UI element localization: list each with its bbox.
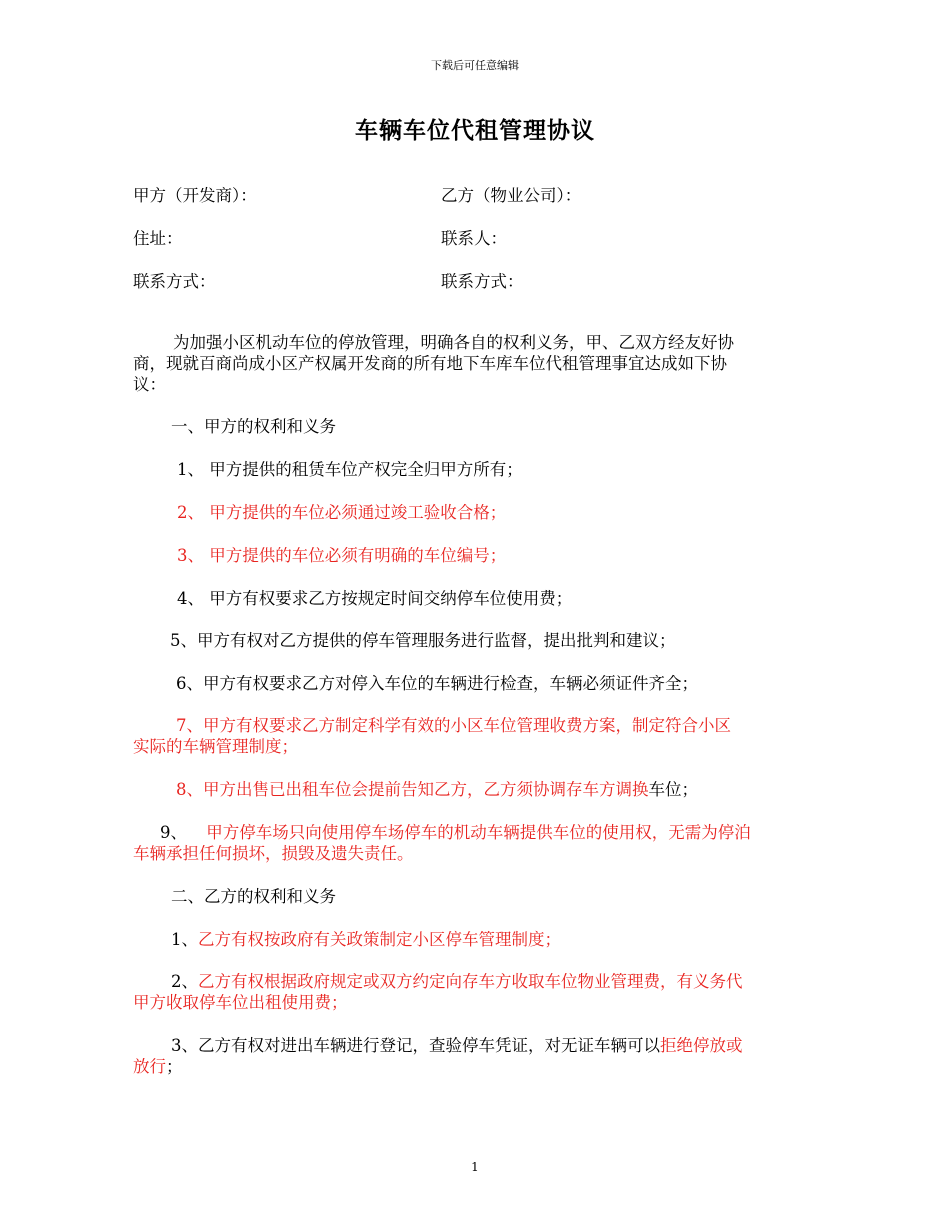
section2-item-2 xyxy=(133,971,817,1013)
section1-item-4: 4、 甲方有权要求乙方按规定时间交纳停车位使用费； xyxy=(177,589,573,608)
section1-heading: 一、甲方的权利和义务 xyxy=(171,417,336,436)
intro-line: 商，现就百商尚成小区产权属开发商的所有地下车库车位代租管理事宜达成如下协 xyxy=(133,354,727,373)
item-text: 3、乙方有权对进出车辆进行登记，查验停车凭证，对无证车辆可以 xyxy=(171,1036,660,1055)
contact-person-label: 联系人： xyxy=(441,229,507,248)
intro-line: 议： xyxy=(133,375,166,394)
item-text-red: 甲方停车场只向使用停车场停车的机动车辆提供车位的使用权，无需为停泊 xyxy=(206,823,751,842)
party-a-contact-label: 联系方式： xyxy=(133,272,216,291)
item-text-red: 放行 xyxy=(133,1057,166,1076)
section1-item-8 xyxy=(133,779,860,800)
item-number: 2、 xyxy=(171,972,198,991)
item-line: 车辆承担任何损坏，损毁及遗失责任。 xyxy=(133,844,414,863)
party-b-contact-label: 联系方式： xyxy=(441,272,524,291)
document-title: 车辆车位代租管理协议 xyxy=(355,117,595,144)
item-text-red: 乙方有权按政府有关政策制定小区停车管理制度； xyxy=(198,930,561,949)
intro-line: 为加强小区机动车位的停放管理，明确各自的权利义务，甲、乙双方经友好协 xyxy=(173,333,734,352)
item-text: 车位； xyxy=(648,780,698,799)
section1-item-2: 2、 甲方提供的车位必须通过竣工验收合格； xyxy=(177,503,507,522)
section2-item-3 xyxy=(133,1035,817,1077)
section1-item-3: 3、 甲方提供的车位必须有明确的车位编号； xyxy=(177,546,507,565)
party-b-label: 乙方（物业公司）： xyxy=(441,186,582,205)
item-number: 1、 xyxy=(171,930,198,949)
section1-item-1: 1、 甲方提供的租赁车位产权完全归甲方所有； xyxy=(177,460,523,479)
item-text: ； xyxy=(166,1057,183,1076)
item-line: 实际的车辆管理制度； xyxy=(133,737,298,756)
section1-item-6: 6、甲方有权要求乙方对停入车位的车辆进行检查，车辆必须证件齐全； xyxy=(176,674,698,693)
item-text-red: 8、甲方出售已出租车位会提前告知乙方，乙方须协调存车方调换 xyxy=(176,780,649,799)
item-text-red: 拒绝停放或 xyxy=(660,1036,743,1055)
page-number: 1 xyxy=(471,1160,479,1174)
intro-paragraph xyxy=(133,332,817,395)
section1-item-5: 5、甲方有权对乙方提供的停车管理服务进行监督，提出批判和建议； xyxy=(170,631,676,650)
section1-item-7 xyxy=(133,715,817,757)
item-line: 7、甲方有权要求乙方制定科学有效的小区车位管理收费方案，制定符合小区 xyxy=(176,716,731,735)
item-number: 9、 xyxy=(160,823,187,842)
section2-heading: 二、乙方的权利和义务 xyxy=(171,887,336,906)
section2-item-1 xyxy=(133,929,855,950)
party-a-label: 甲方（开发商）： xyxy=(133,186,257,205)
section1-item-9 xyxy=(133,822,817,864)
item-text-red: 乙方有权根据政府规定或双方约定向存车方收取车位物业管理费，有义务代 xyxy=(198,972,743,991)
header-note: 下载后可任意编辑 xyxy=(431,59,519,72)
address-label: 住址： xyxy=(133,229,183,248)
item-line: 甲方收取停车位出租使用费； xyxy=(133,993,348,1012)
